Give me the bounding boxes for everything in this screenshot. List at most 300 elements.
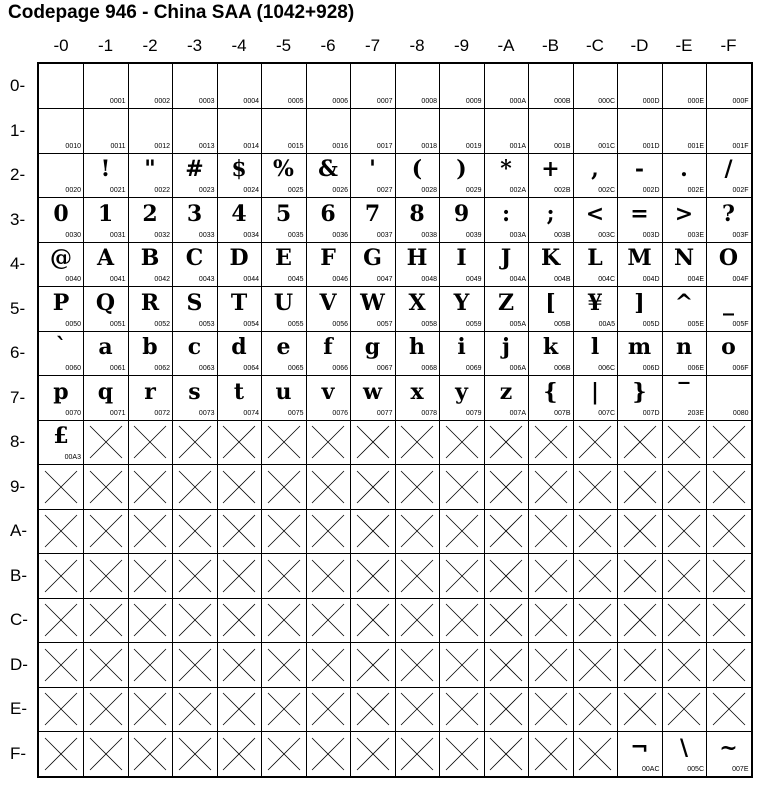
code-cell bbox=[217, 198, 262, 243]
code-cell bbox=[262, 242, 307, 287]
undefined-cell bbox=[128, 509, 173, 554]
code-cell bbox=[217, 331, 262, 376]
cross-icon bbox=[173, 509, 217, 553]
cell-code: 004D bbox=[642, 276, 660, 283]
code-cell bbox=[573, 153, 618, 198]
code-cell bbox=[351, 64, 396, 109]
column-header: -2 bbox=[142, 36, 158, 55]
cell-code: 0029 bbox=[465, 187, 482, 194]
cross-icon bbox=[484, 687, 528, 731]
cell-code: 002E bbox=[687, 187, 704, 194]
undefined-cell bbox=[217, 732, 262, 776]
undefined-cell bbox=[39, 643, 84, 688]
cross-icon bbox=[262, 465, 306, 509]
undefined-cell bbox=[662, 687, 707, 732]
cell-code: 0016 bbox=[332, 142, 348, 150]
cross-icon bbox=[529, 465, 573, 509]
cell-glyph: s bbox=[188, 378, 201, 405]
undefined-cell bbox=[39, 687, 84, 732]
undefined-cell bbox=[529, 420, 574, 465]
row-header: D- bbox=[10, 654, 28, 674]
code-cell bbox=[618, 376, 663, 421]
code-cell bbox=[84, 376, 129, 421]
cross-icon bbox=[173, 732, 217, 776]
undefined-cell bbox=[395, 643, 440, 688]
undefined-cell bbox=[84, 598, 129, 643]
code-cell bbox=[128, 198, 173, 243]
undefined-cell bbox=[662, 465, 707, 510]
code-cell bbox=[217, 64, 262, 109]
cross-icon bbox=[351, 465, 395, 509]
undefined-cell bbox=[84, 420, 129, 465]
cell-glyph: k bbox=[542, 334, 559, 360]
undefined-cell bbox=[262, 420, 307, 465]
cross-icon bbox=[217, 509, 261, 553]
cell-code: 0006 bbox=[332, 98, 348, 105]
cell-glyph: g bbox=[364, 334, 381, 360]
undefined-cell bbox=[484, 598, 529, 643]
cell-code: 0018 bbox=[421, 142, 437, 150]
cross-icon bbox=[217, 598, 261, 642]
undefined-cell bbox=[128, 732, 173, 776]
cell-glyph: Q bbox=[95, 289, 116, 316]
cell-code: 0031 bbox=[109, 231, 126, 239]
cell-code: 004C bbox=[598, 276, 615, 283]
code-cell bbox=[573, 109, 618, 154]
cell-glyph: b bbox=[142, 334, 158, 360]
code-cell bbox=[84, 242, 129, 287]
code-cell bbox=[529, 242, 574, 287]
cross-icon bbox=[39, 643, 83, 687]
undefined-cell bbox=[39, 598, 84, 643]
cross-icon bbox=[217, 465, 261, 509]
code-cell bbox=[351, 242, 396, 287]
cross-icon bbox=[217, 420, 261, 464]
cross-icon bbox=[84, 420, 128, 464]
cross-icon bbox=[84, 465, 128, 509]
cell-glyph: r bbox=[144, 378, 156, 405]
undefined-cell bbox=[395, 465, 440, 510]
cell-glyph: 9 bbox=[453, 200, 470, 227]
cell-glyph: S bbox=[186, 289, 203, 316]
cell-code: 003E bbox=[687, 231, 704, 239]
cell-glyph: f bbox=[323, 334, 333, 360]
undefined-cell bbox=[484, 732, 529, 776]
cell-glyph: . bbox=[680, 156, 688, 182]
cell-code: 0013 bbox=[198, 142, 215, 150]
code-cell bbox=[39, 153, 84, 198]
undefined-cell bbox=[306, 554, 351, 599]
undefined-cell bbox=[662, 420, 707, 465]
cross-icon bbox=[707, 420, 751, 464]
cell-code: 0026 bbox=[332, 187, 348, 194]
code-cell bbox=[618, 331, 663, 376]
undefined-cell bbox=[128, 643, 173, 688]
cross-icon bbox=[707, 465, 751, 509]
code-cell bbox=[262, 109, 307, 154]
code-cell bbox=[484, 331, 529, 376]
code-cell bbox=[440, 153, 485, 198]
cell-code: 0061 bbox=[109, 365, 126, 372]
undefined-cell bbox=[217, 509, 262, 554]
cell-code: 0059 bbox=[465, 320, 482, 328]
code-cell bbox=[395, 376, 440, 421]
code-cell bbox=[484, 64, 529, 109]
cell-glyph: p bbox=[53, 378, 69, 405]
undefined-cell bbox=[573, 687, 618, 732]
cell-code: 002F bbox=[732, 187, 749, 194]
cross-icon bbox=[262, 554, 306, 598]
cell-code: 0027 bbox=[376, 187, 393, 194]
cell-glyph: w bbox=[363, 378, 382, 405]
code-cell bbox=[395, 331, 440, 376]
undefined-cell bbox=[529, 687, 574, 732]
cell-glyph: c bbox=[187, 334, 202, 360]
cell-code: 001D bbox=[642, 142, 660, 150]
code-cell bbox=[128, 331, 173, 376]
cross-icon bbox=[662, 420, 706, 464]
undefined-cell bbox=[440, 465, 485, 510]
cell-code: 0066 bbox=[332, 365, 348, 372]
cell-glyph: ¬ bbox=[630, 734, 649, 761]
cross-icon bbox=[573, 687, 617, 731]
cross-icon bbox=[84, 687, 128, 731]
cross-icon bbox=[573, 554, 617, 598]
cross-icon bbox=[217, 687, 261, 731]
cross-icon bbox=[128, 509, 172, 553]
undefined-cell bbox=[440, 732, 485, 776]
cross-icon bbox=[39, 465, 83, 509]
code-cell bbox=[573, 242, 618, 287]
cell-code: 0071 bbox=[109, 409, 126, 417]
code-cell bbox=[707, 64, 751, 109]
cell-code: 006D bbox=[642, 365, 660, 372]
undefined-cell bbox=[573, 643, 618, 688]
row-header: 3- bbox=[10, 209, 26, 229]
row-header: A- bbox=[10, 521, 27, 540]
cross-icon bbox=[306, 687, 350, 731]
cross-icon bbox=[128, 420, 172, 464]
cell-code: 0048 bbox=[421, 276, 437, 283]
undefined-cell bbox=[84, 509, 129, 554]
cell-code: 0030 bbox=[65, 231, 81, 239]
cell-code: 004E bbox=[687, 276, 704, 283]
code-cell bbox=[484, 242, 529, 287]
cross-icon bbox=[529, 732, 573, 776]
cell-code: 004A bbox=[509, 276, 526, 283]
column-header: -B bbox=[542, 36, 559, 55]
undefined-cell bbox=[484, 687, 529, 732]
cell-glyph: h bbox=[409, 334, 425, 360]
undefined-cell bbox=[39, 554, 84, 599]
cell-code: 0042 bbox=[154, 276, 170, 283]
code-cell bbox=[173, 331, 218, 376]
code-cell bbox=[707, 198, 751, 243]
undefined-cell bbox=[618, 643, 663, 688]
cross-icon bbox=[395, 465, 439, 509]
cross-icon bbox=[662, 465, 706, 509]
cross-icon bbox=[440, 509, 484, 553]
cross-icon bbox=[440, 420, 484, 464]
cell-code: 0028 bbox=[421, 187, 437, 194]
undefined-cell bbox=[262, 509, 307, 554]
cell-code: 003A bbox=[509, 231, 526, 239]
code-cell bbox=[618, 109, 663, 154]
cell-code: 005D bbox=[642, 320, 660, 328]
row-header: 7- bbox=[10, 387, 26, 407]
cell-glyph: q bbox=[97, 378, 114, 405]
undefined-cell bbox=[351, 732, 396, 776]
code-cell bbox=[529, 331, 574, 376]
cell-code: 0068 bbox=[421, 365, 437, 372]
cross-icon bbox=[84, 509, 128, 553]
cell-code: 001E bbox=[687, 142, 704, 150]
cross-icon bbox=[351, 420, 395, 464]
code-cell bbox=[39, 242, 84, 287]
row-header: 6- bbox=[10, 343, 26, 362]
cross-icon bbox=[484, 643, 528, 687]
cross-icon bbox=[440, 643, 484, 687]
cell-glyph: t bbox=[233, 378, 245, 405]
cell-glyph: I bbox=[456, 245, 467, 271]
cell-glyph: V bbox=[319, 289, 337, 316]
cell-code: 0009 bbox=[465, 98, 482, 105]
cell-code: 0077 bbox=[376, 409, 393, 417]
code-cell bbox=[440, 64, 485, 109]
code-cell bbox=[707, 242, 751, 287]
cross-icon bbox=[529, 598, 573, 642]
undefined-cell bbox=[707, 598, 751, 643]
column-header: -6 bbox=[320, 36, 336, 55]
code-cell bbox=[84, 287, 129, 332]
cell-code: 0055 bbox=[287, 320, 304, 328]
undefined-cell bbox=[84, 643, 129, 688]
code-cell bbox=[128, 287, 173, 332]
undefined-cell bbox=[351, 554, 396, 599]
cell-code: 004F bbox=[732, 276, 749, 283]
cell-glyph: ( bbox=[411, 156, 423, 182]
code-cell bbox=[262, 287, 307, 332]
cell-code: 0002 bbox=[154, 98, 170, 105]
undefined-cell bbox=[573, 598, 618, 643]
cell-code: 0005 bbox=[287, 98, 304, 105]
code-cell bbox=[262, 153, 307, 198]
cell-glyph: a bbox=[98, 334, 113, 360]
undefined-cell bbox=[217, 554, 262, 599]
undefined-cell bbox=[351, 465, 396, 510]
cross-icon bbox=[351, 643, 395, 687]
cross-icon bbox=[262, 598, 306, 642]
cell-glyph: e bbox=[276, 334, 291, 360]
cell-code: 0008 bbox=[421, 98, 437, 105]
cross-icon bbox=[39, 509, 83, 553]
undefined-cell bbox=[306, 509, 351, 554]
undefined-cell bbox=[173, 687, 218, 732]
undefined-cell bbox=[173, 420, 218, 465]
code-cell bbox=[173, 153, 218, 198]
cell-code: 002A bbox=[509, 187, 526, 194]
cell-code: 0079 bbox=[465, 409, 482, 417]
cross-icon bbox=[618, 465, 662, 509]
undefined-cell bbox=[662, 598, 707, 643]
cell-code: 006A bbox=[509, 365, 526, 372]
undefined-cell bbox=[484, 643, 529, 688]
cell-code: 0063 bbox=[198, 365, 215, 372]
cell-code: 0010 bbox=[65, 142, 81, 150]
cell-glyph: £ bbox=[53, 423, 69, 449]
cross-icon bbox=[217, 643, 261, 687]
cell-code: 006F bbox=[732, 365, 749, 372]
cell-code: 005A bbox=[509, 320, 526, 328]
code-cell bbox=[173, 109, 218, 154]
cell-code: 0037 bbox=[376, 231, 393, 239]
cell-glyph: y bbox=[455, 378, 468, 405]
cell-code: 0080 bbox=[732, 409, 749, 417]
cell-glyph: Y bbox=[453, 289, 470, 316]
cell-glyph: D bbox=[229, 245, 249, 271]
cell-code: 0052 bbox=[154, 320, 170, 328]
cross-icon bbox=[662, 687, 706, 731]
code-cell bbox=[84, 109, 129, 154]
cross-icon bbox=[707, 643, 751, 687]
code-cell bbox=[262, 198, 307, 243]
cell-glyph: ^ bbox=[674, 289, 694, 316]
cell-code: 000D bbox=[642, 98, 660, 105]
cell-glyph: , bbox=[591, 156, 599, 182]
cell-code: 0019 bbox=[465, 142, 482, 150]
cell-code: 002C bbox=[598, 187, 615, 194]
code-cell bbox=[662, 153, 707, 198]
cell-glyph: < bbox=[585, 200, 605, 227]
cell-glyph: ! bbox=[100, 156, 111, 182]
code-cell bbox=[395, 109, 440, 154]
cross-icon bbox=[440, 598, 484, 642]
code-cell bbox=[39, 331, 84, 376]
cell-glyph: ` bbox=[55, 334, 67, 360]
undefined-cell bbox=[84, 687, 129, 732]
cross-icon bbox=[173, 643, 217, 687]
column-header: -4 bbox=[231, 36, 247, 55]
code-cell bbox=[707, 376, 751, 421]
code-cell bbox=[440, 198, 485, 243]
cross-icon bbox=[484, 732, 528, 776]
cross-icon bbox=[484, 509, 528, 553]
cross-icon bbox=[484, 598, 528, 642]
cross-icon bbox=[306, 554, 350, 598]
code-cell bbox=[39, 420, 84, 465]
code-cell bbox=[306, 331, 351, 376]
cell-code: 0039 bbox=[465, 231, 482, 239]
cell-glyph: F bbox=[320, 245, 336, 271]
undefined-cell bbox=[128, 465, 173, 510]
cell-glyph: d bbox=[231, 334, 247, 360]
code-cell bbox=[573, 331, 618, 376]
code-cell bbox=[395, 242, 440, 287]
cross-icon bbox=[39, 687, 83, 731]
column-header: -5 bbox=[275, 36, 292, 55]
cross-icon bbox=[618, 554, 662, 598]
undefined-cell bbox=[306, 643, 351, 688]
undefined-cell bbox=[306, 465, 351, 510]
code-cell bbox=[484, 109, 529, 154]
cell-code: 0073 bbox=[198, 409, 215, 417]
code-cell bbox=[529, 109, 574, 154]
cell-glyph: K bbox=[540, 245, 561, 271]
cell-code: 004B bbox=[554, 276, 571, 283]
cell-code: 00A3 bbox=[64, 454, 81, 461]
code-cell bbox=[173, 287, 218, 332]
row-header: 1- bbox=[10, 120, 26, 140]
cross-icon bbox=[395, 509, 439, 553]
cell-code: 0022 bbox=[154, 187, 170, 194]
cross-icon bbox=[128, 598, 172, 642]
cell-code: 0058 bbox=[421, 320, 437, 328]
column-header: -7 bbox=[364, 36, 381, 55]
undefined-cell bbox=[351, 643, 396, 688]
cell-code: 003B bbox=[554, 231, 571, 239]
code-cell bbox=[573, 198, 618, 243]
cell-glyph: j bbox=[502, 334, 510, 360]
cross-icon bbox=[395, 598, 439, 642]
row-header: 9- bbox=[10, 476, 26, 496]
cell-glyph: X bbox=[408, 289, 426, 316]
undefined-cell bbox=[173, 732, 218, 776]
cell-code: 0049 bbox=[465, 276, 482, 283]
code-cell bbox=[306, 153, 351, 198]
code-cell bbox=[440, 109, 485, 154]
undefined-cell bbox=[440, 598, 485, 643]
cell-code: 007E bbox=[732, 765, 749, 773]
undefined-cell bbox=[440, 643, 485, 688]
code-cell bbox=[262, 331, 307, 376]
cross-icon bbox=[262, 732, 306, 776]
code-cell bbox=[618, 732, 663, 776]
cross-icon bbox=[351, 509, 395, 553]
cross-icon bbox=[707, 687, 751, 731]
cross-icon bbox=[39, 732, 83, 776]
cross-icon bbox=[707, 554, 751, 598]
cell-glyph: | bbox=[590, 378, 599, 405]
undefined-cell bbox=[173, 465, 218, 510]
undefined-cell bbox=[440, 554, 485, 599]
code-cell bbox=[351, 153, 396, 198]
cell-code: 0012 bbox=[154, 142, 170, 150]
code-cell bbox=[662, 109, 707, 154]
column-header: -3 bbox=[186, 36, 203, 55]
cell-glyph: E bbox=[275, 245, 292, 271]
code-cell bbox=[440, 376, 485, 421]
cross-icon bbox=[662, 509, 706, 553]
cell-code: 0067 bbox=[376, 365, 393, 372]
cell-glyph: o bbox=[721, 334, 736, 360]
cross-icon bbox=[484, 554, 528, 598]
code-cell bbox=[173, 242, 218, 287]
undefined-cell bbox=[618, 420, 663, 465]
cross-icon bbox=[173, 687, 217, 731]
cell-code: 0033 bbox=[198, 231, 215, 239]
cell-code: 005E bbox=[687, 320, 704, 328]
cell-code: 0078 bbox=[421, 409, 437, 417]
code-cell bbox=[395, 153, 440, 198]
cell-code: 005B bbox=[554, 320, 571, 328]
cross-icon bbox=[573, 465, 617, 509]
cell-code: 005F bbox=[732, 320, 749, 328]
cell-code: 203E bbox=[687, 409, 704, 417]
cross-icon bbox=[262, 643, 306, 687]
undefined-cell bbox=[128, 554, 173, 599]
undefined-cell bbox=[262, 687, 307, 732]
cross-icon bbox=[39, 554, 83, 598]
